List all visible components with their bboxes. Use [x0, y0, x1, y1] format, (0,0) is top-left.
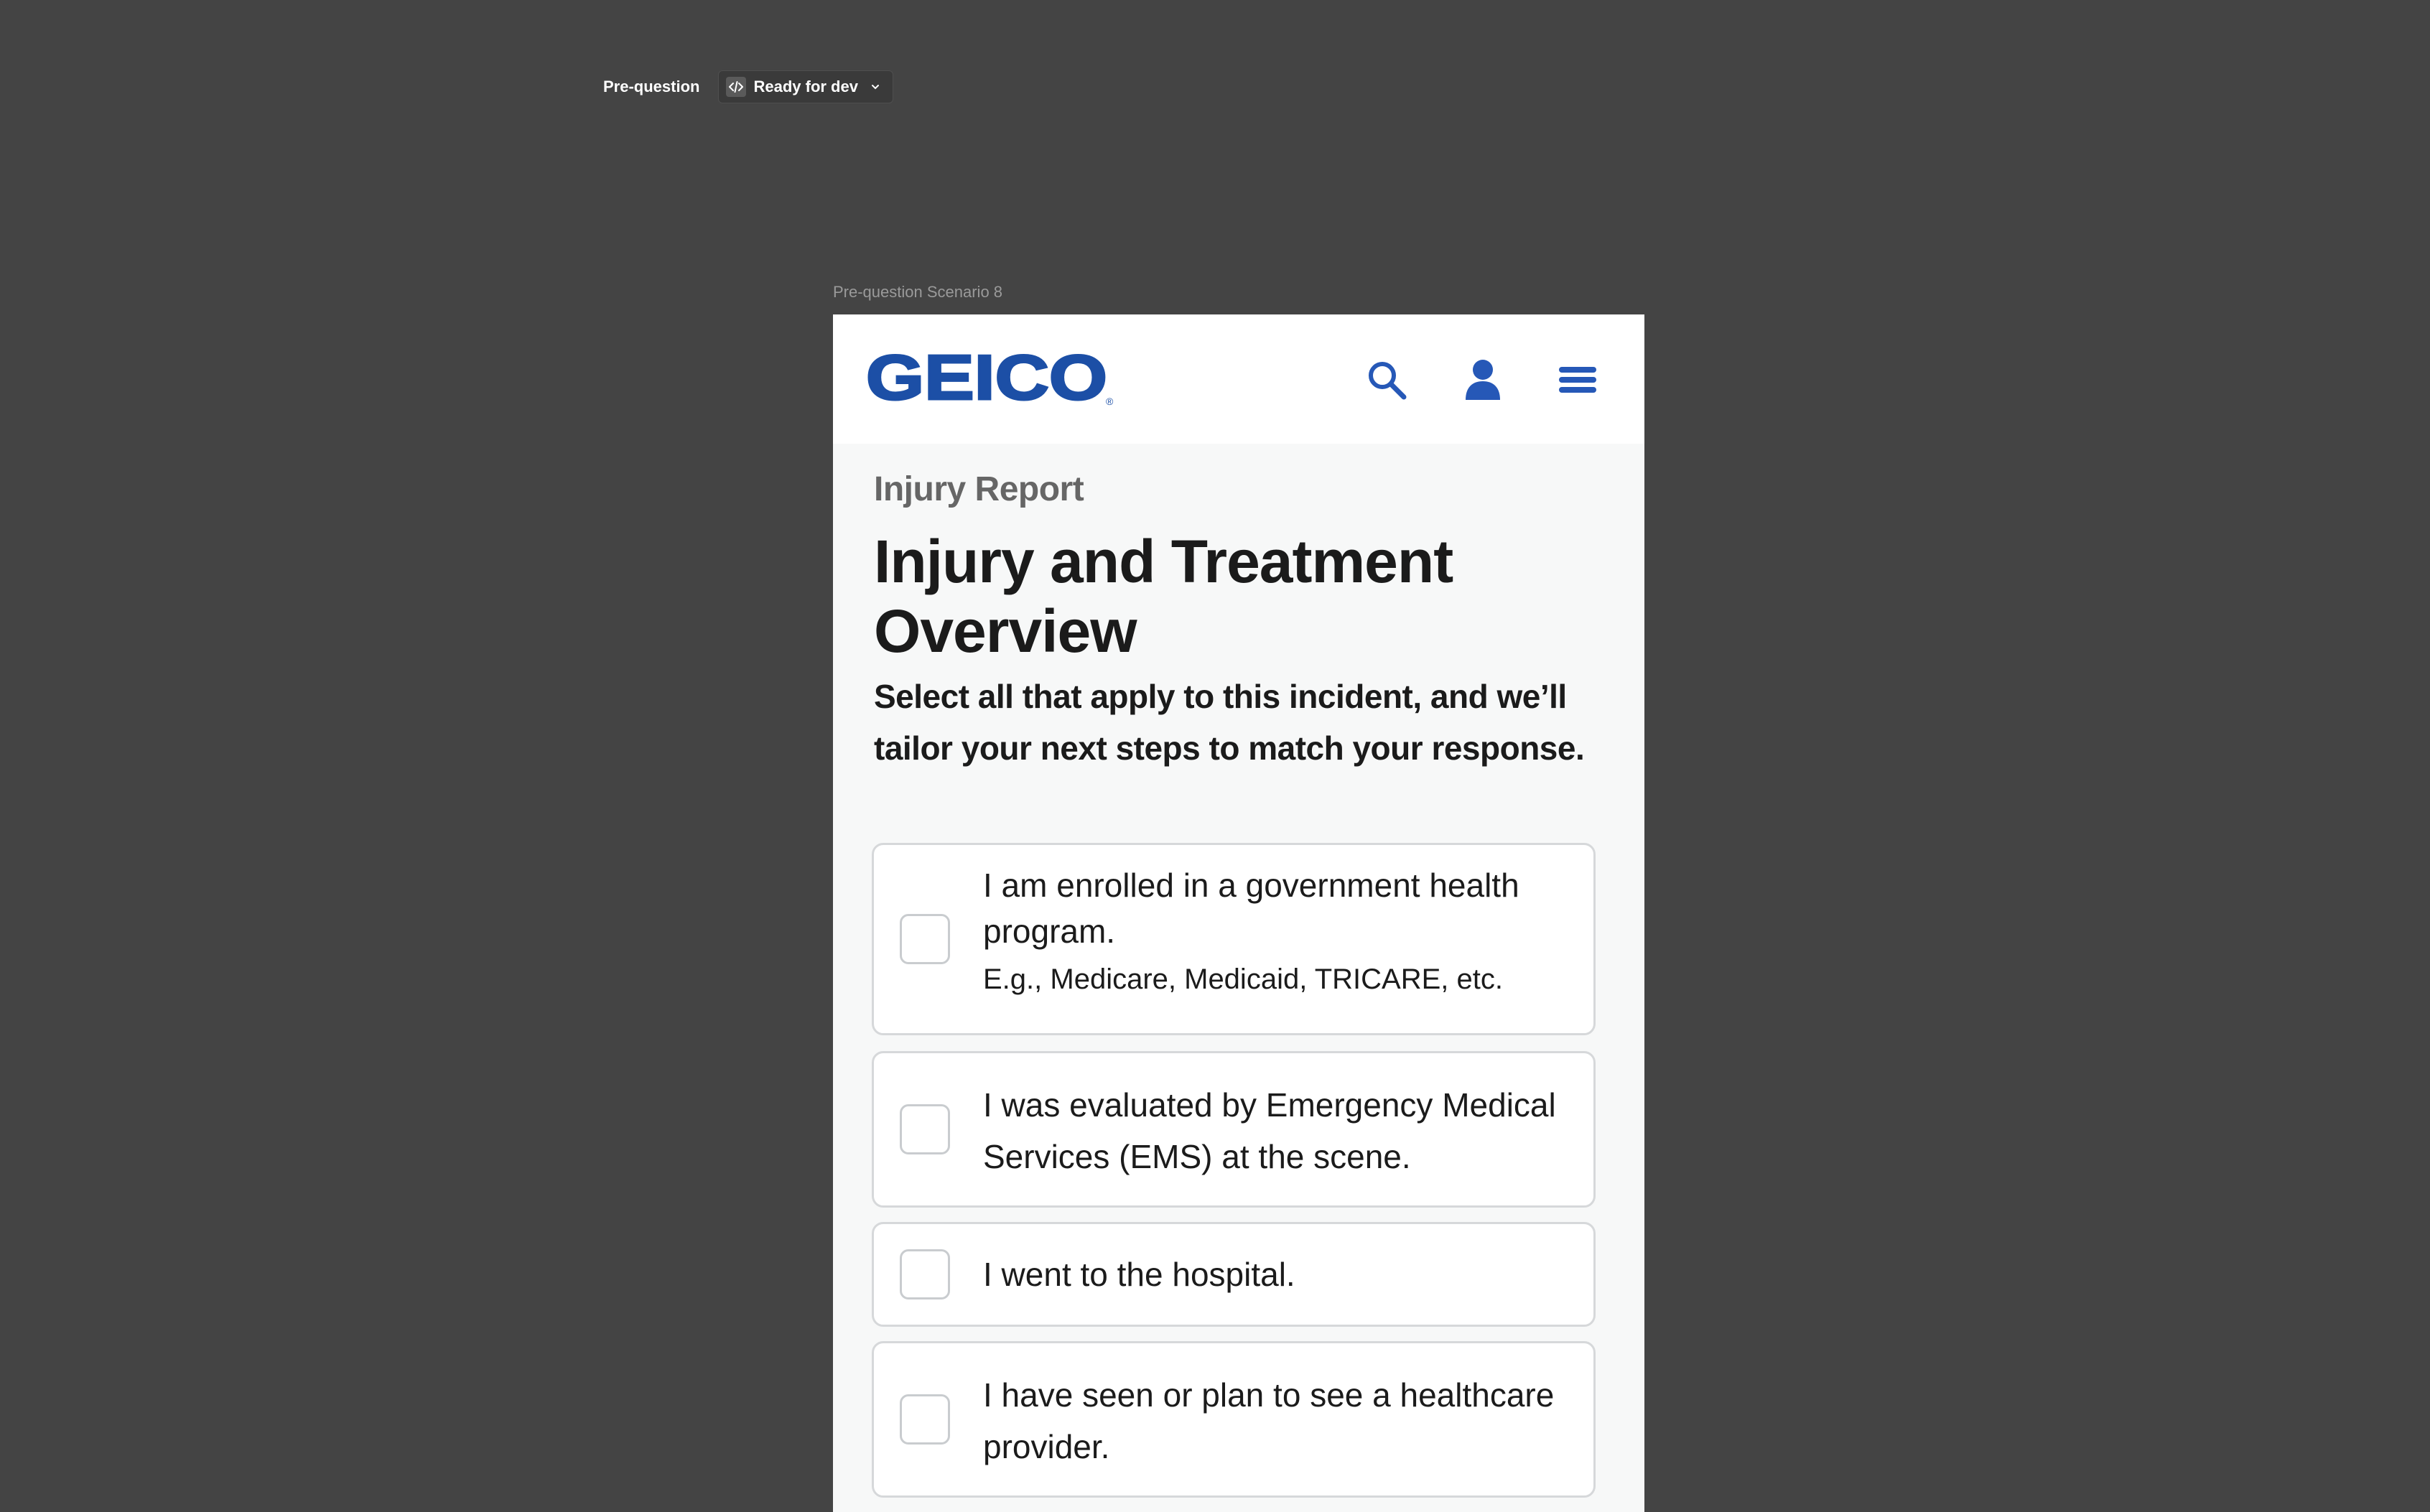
option-label: I am enrolled in a government health program. [983, 867, 1519, 950]
account-button[interactable] [1458, 355, 1508, 405]
page-eyebrow: Injury Report [874, 470, 1084, 508]
geico-logo[interactable] [866, 352, 1125, 413]
option-government-health-program[interactable] [872, 843, 1596, 1035]
option-went-to-hospital[interactable] [872, 1222, 1596, 1327]
user-icon [1463, 358, 1503, 401]
menu-icon [1558, 363, 1598, 397]
frame-tags [595, 69, 893, 105]
page-subtitle: Select all that apply to this incident, and we’ll tailor your next steps to match your response. [874, 678, 1585, 767]
code-icon [726, 77, 746, 97]
option-checkbox[interactable] [900, 1394, 950, 1445]
site-header [833, 314, 1644, 444]
dev-status-dropdown[interactable] [718, 70, 893, 103]
option-label: I went to the hospital. [983, 1256, 1295, 1293]
mobile-frame [833, 314, 1644, 1512]
option-label: I have seen or plan to see a healthcare provider. [983, 1376, 1555, 1465]
option-label: I was evaluated by Emergency Medical Services (EMS) at the scene. [983, 1086, 1556, 1175]
frame-label[interactable]: Pre-question Scenario 8 [833, 283, 1003, 301]
chevron-down-icon [868, 80, 883, 94]
search-button[interactable] [1361, 355, 1412, 405]
menu-button[interactable] [1552, 355, 1603, 405]
option-healthcare-provider[interactable] [872, 1341, 1596, 1498]
logo-registered-mark: ® [1106, 396, 1114, 407]
search-icon [1365, 358, 1408, 401]
option-text [983, 862, 1579, 1000]
option-checkbox[interactable] [900, 1104, 950, 1154]
page-title: Injury and Treatment Overview [874, 528, 1453, 665]
frame-name-tag[interactable]: Pre-question [603, 78, 700, 95]
option-checkbox[interactable] [900, 914, 950, 964]
dev-status-label: Ready for dev [753, 78, 858, 95]
option-checkbox[interactable] [900, 1249, 950, 1299]
option-ems-evaluated[interactable] [872, 1051, 1596, 1208]
option-sublabel: E.g., Medicare, Medicaid, TRICARE, etc. [983, 963, 1503, 995]
logo-wordmark: GEICO [866, 352, 1107, 409]
